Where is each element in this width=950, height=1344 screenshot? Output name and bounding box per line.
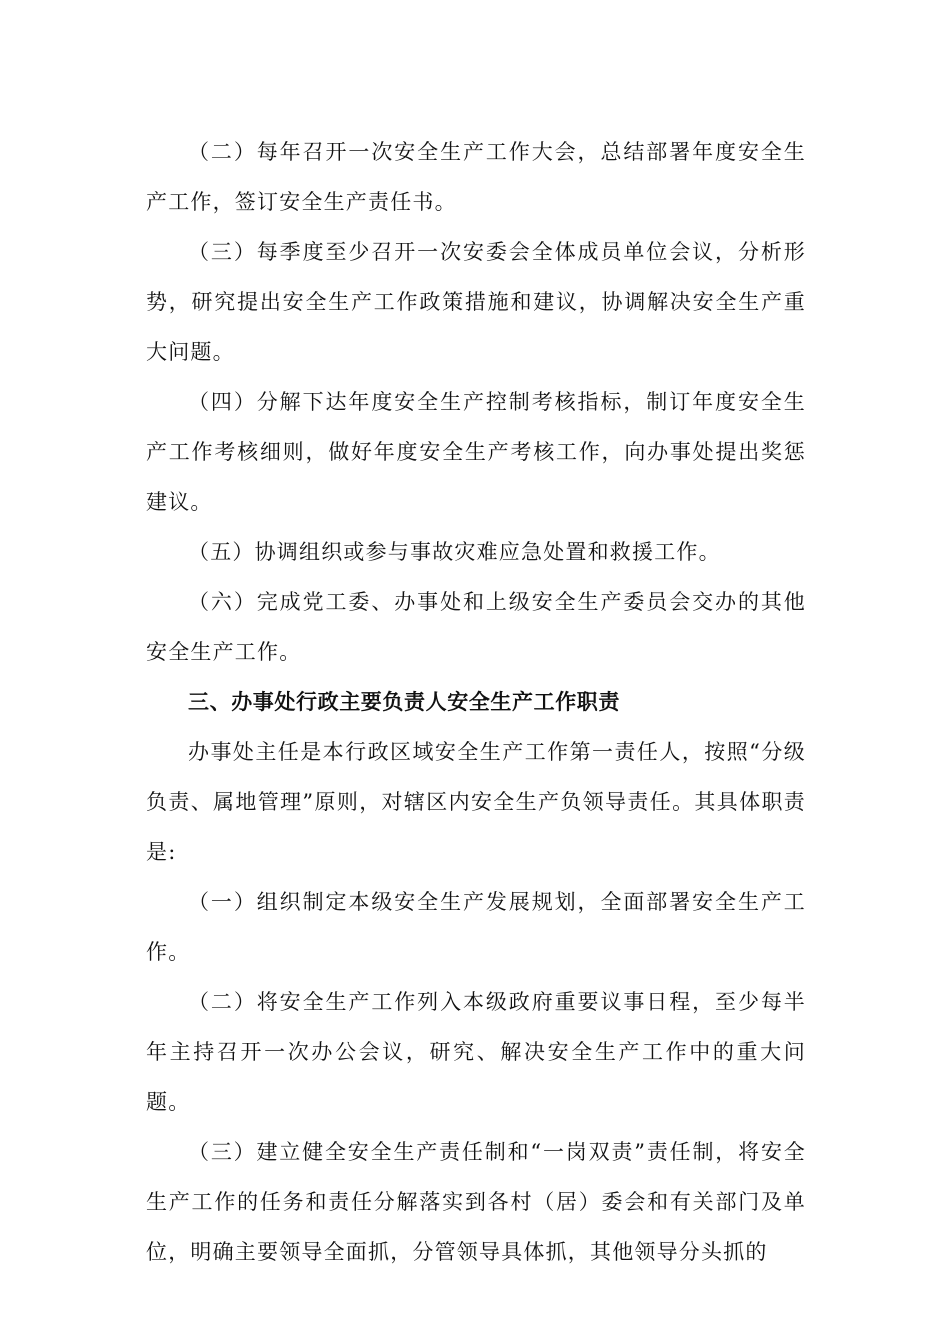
paragraph-responsibility-system: （三）建立健全安全生产责任制和“一岗双责”责任制，将安全生产工作的任务和责任分解落实到各村（居）委会和有关部门及单位，明确主要领导全面抓，分管领导具体抓，其他领导分头抓的 — [146, 1140, 806, 1264]
section-heading: 三、办事处行政主要负责人安全生产工作职责 — [188, 690, 620, 714]
document-body — [146, 127, 806, 1277]
paragraph-director-intro: 办事处主任是本行政区域安全生产工作第一责任人，按照“分级负责、属地管理”原则，对辖区内安全生产负领导责任。其具体职责是: — [146, 740, 806, 864]
paragraph-emergency: （五）协调组织或参与事故灾难应急处置和救援工作。 — [188, 540, 721, 564]
paragraph-planning: （一）组织制定本级安全生产发展规划，全面部署安全生产工作。 — [146, 890, 806, 964]
paragraph-agenda: （二）将安全生产工作列入本级政府重要议事日程，至少每半年主持召开一次办公会议，研究、解决安全生产工作中的重大问题。 — [146, 990, 806, 1114]
paragraph-meeting-annual: （二）每年召开一次安全生产工作大会，总结部署年度安全生产工作，签订安全生产责任书。 — [146, 140, 806, 214]
paragraph-meeting-quarterly: （三）每季度至少召开一次安委会全体成员单位会议，分析形势，研究提出安全生产工作政策措施和建议，协调解决安全生产重大问题。 — [146, 240, 806, 364]
paragraph-assessment: （四）分解下达年度安全生产控制考核指标，制订年度安全生产工作考核细则，做好年度安全生产考核工作，向办事处提出奖惩建议。 — [146, 390, 806, 514]
paragraph-other-work: （六）完成党工委、办事处和上级安全生产委员会交办的其他安全生产工作。 — [146, 590, 806, 664]
